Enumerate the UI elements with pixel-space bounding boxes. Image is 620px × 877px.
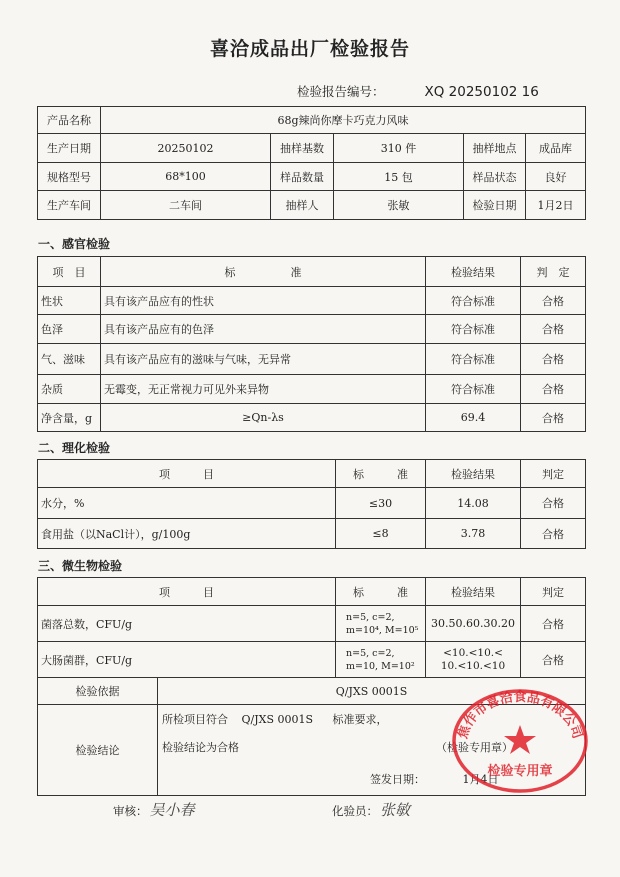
micro-result — [426, 642, 521, 678]
sensory-standard: 具有该产品应有的色泽 — [101, 315, 426, 344]
micro-standard-line2: m=10⁴, M=10⁵ — [346, 624, 419, 636]
sample-base-label: 抽样基数 — [271, 134, 334, 163]
product-name: 68g辣尚你摩卡巧克力风味 — [101, 107, 586, 134]
report-number-label: 检验报告编号： — [297, 84, 385, 99]
conclusion-line1 — [162, 711, 388, 727]
conclusion-line1-a: 所检项目符合 — [162, 713, 228, 726]
sample-base: 310 件 — [334, 134, 464, 163]
sample-state: 良好 — [526, 163, 586, 191]
physchem-verdict: 合格 — [521, 488, 586, 519]
conclusion-line2: 检验结论为合格 — [162, 741, 239, 754]
micro-standard — [336, 642, 426, 678]
physchem-verdict: 合格 — [521, 519, 586, 549]
physchem-table — [37, 459, 586, 549]
sensory-header-verdict: 判 定 — [521, 257, 586, 287]
product-name-label: 产品名称 — [38, 107, 101, 134]
sensory-header-result: 检验结果 — [426, 257, 521, 287]
conclusion-line1-b: Q/JXS 0001S — [241, 713, 314, 726]
sensory-item: 性状 — [38, 287, 101, 315]
prod-date: 20250102 — [101, 134, 271, 163]
table-row — [38, 375, 586, 404]
sensory-verdict: 合格 — [521, 344, 586, 375]
sample-place: 成品库 — [526, 134, 586, 163]
sensory-result: 69.4 — [426, 404, 521, 432]
sensory-standard: 具有该产品应有的性状 — [101, 287, 426, 315]
basis-value: Q/JXS 0001S — [158, 678, 586, 705]
report-title: 喜洽成品出厂检验报告 — [209, 38, 410, 60]
sensory-result: 符合标准 — [426, 287, 521, 315]
micro-item: 菌落总数，CFU/g — [38, 606, 336, 642]
micro-header-item: 项 目 — [38, 578, 336, 606]
sensory-item: 净含量，g — [38, 404, 101, 432]
physchem-section-title: 二、理化检验 — [38, 441, 111, 455]
test-date: 1月2日 — [526, 191, 586, 220]
physchem-standard: ≤8 — [336, 519, 426, 549]
table-row — [38, 404, 586, 432]
micro-verdict: 合格 — [521, 606, 586, 642]
micro-standard-line1: n=5, c=2, — [346, 647, 395, 659]
sensory-standard: ≥Qn-λs — [101, 404, 426, 432]
sensory-item: 色泽 — [38, 315, 101, 344]
conclusion-line1-c: 标准要求， — [332, 713, 388, 726]
reviewer-label: 审核： — [113, 804, 148, 818]
sampler-label: 抽样人 — [271, 191, 334, 220]
physchem-header-item: 项 目 — [38, 460, 336, 488]
table-row — [38, 519, 586, 549]
spec: 68*100 — [101, 163, 271, 191]
spec-label: 规格型号 — [38, 163, 101, 191]
physchem-header-result: 检验结果 — [426, 460, 521, 488]
prod-date-label: 生产日期 — [38, 134, 101, 163]
sensory-standard: 无霉变，无正常视力可见外来异物 — [101, 375, 426, 404]
micro-section-title: 三、微生物检验 — [38, 559, 123, 573]
physchem-result: 3.78 — [426, 519, 521, 549]
tester-signature — [332, 799, 410, 820]
sample-state-label: 样品状态 — [464, 163, 526, 191]
seal-purpose-text: 检验专用章 — [487, 764, 553, 779]
info-table — [37, 106, 586, 220]
table-row — [38, 344, 586, 375]
micro-standard-line2: m=10, M=10² — [346, 660, 415, 672]
sensory-result: 符合标准 — [426, 375, 521, 404]
reviewer-signature — [113, 799, 195, 820]
report-number — [297, 82, 539, 100]
sampler: 张敏 — [334, 191, 464, 220]
tester-name: 张敏 — [380, 801, 411, 819]
seal-company-text: 焦作市喜洽食品有限公司 — [455, 690, 585, 741]
workshop-label: 生产车间 — [38, 191, 101, 220]
sensory-item: 杂质 — [38, 375, 101, 404]
sensory-verdict: 合格 — [521, 287, 586, 315]
micro-header-verdict: 判定 — [521, 578, 586, 606]
micro-standard — [336, 606, 426, 642]
stamp-note: （检验专用章） — [436, 741, 513, 754]
sensory-item: 气、滋味 — [38, 344, 101, 375]
table-row — [38, 315, 586, 344]
sample-place-label: 抽样地点 — [464, 134, 526, 163]
micro-verdict: 合格 — [521, 642, 586, 678]
physchem-item: 水分，% — [38, 488, 336, 519]
reviewer-name: 吴小春 — [149, 801, 195, 819]
table-row — [38, 488, 586, 519]
issue-date: 1月4日 — [462, 773, 499, 786]
sensory-verdict: 合格 — [521, 375, 586, 404]
micro-standard-line1: n=5, c=2, — [346, 611, 395, 623]
micro-header-result: 检验结果 — [426, 578, 521, 606]
tester-label: 化验员： — [332, 804, 378, 818]
table-row — [38, 287, 586, 315]
physchem-header-standard: 标 准 — [336, 460, 426, 488]
micro-result: 30.50.60.30.20 — [426, 606, 521, 642]
physchem-result: 14.08 — [426, 488, 521, 519]
table-row — [38, 642, 586, 678]
official-seal-icon — [450, 683, 590, 793]
micro-item: 大肠菌群，CFU/g — [38, 642, 336, 678]
test-date-label: 检验日期 — [464, 191, 526, 220]
sensory-header-standard: 标 准 — [101, 257, 426, 287]
sensory-standard: 具有该产品应有的滋味与气味，无异常 — [101, 344, 426, 375]
seal-star-icon — [504, 725, 536, 754]
sensory-verdict: 合格 — [521, 404, 586, 432]
sample-qty-label: 样品数量 — [271, 163, 334, 191]
physchem-item: 食用盐（以NaCl计），g/100g — [38, 519, 336, 549]
micro-result-line1: <10.<10.< — [443, 646, 503, 659]
report-number-value: XQ 20250102 16 — [424, 84, 539, 100]
issue-date-label: 签发日期： — [370, 773, 425, 786]
sensory-verdict: 合格 — [521, 315, 586, 344]
micro-result-line2: 10.<10.<10 — [440, 659, 506, 672]
conclusion-label: 检验结论 — [38, 705, 158, 796]
sensory-result: 符合标准 — [426, 344, 521, 375]
physchem-header-verdict: 判定 — [521, 460, 586, 488]
physchem-standard: ≤30 — [336, 488, 426, 519]
sensory-header-item: 项 目 — [38, 257, 101, 287]
basis-label: 检验依据 — [38, 678, 158, 705]
table-row — [38, 606, 586, 642]
sensory-result: 符合标准 — [426, 315, 521, 344]
micro-header-standard: 标 准 — [336, 578, 426, 606]
sensory-section-title: 一、感官检验 — [38, 237, 111, 251]
workshop: 二车间 — [101, 191, 271, 220]
sensory-table — [37, 256, 586, 432]
sample-qty: 15 包 — [334, 163, 464, 191]
